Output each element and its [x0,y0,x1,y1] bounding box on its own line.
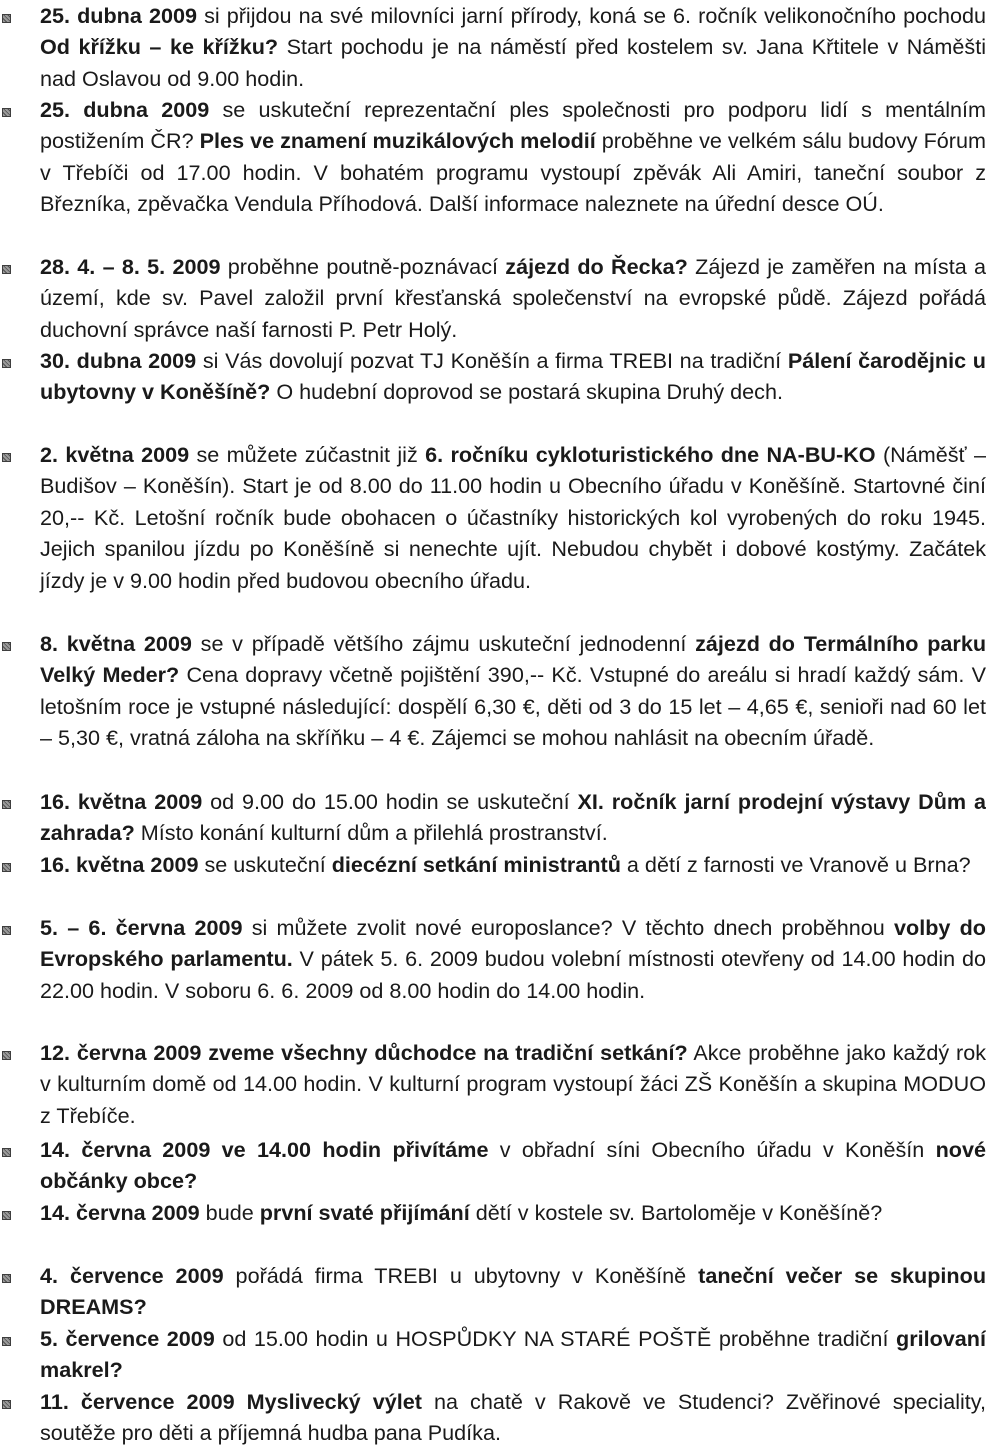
event-text-bold: Pálení čarodějnic u ubytovny v Koněšíně? [40,348,986,405]
event-item [0,345,986,408]
event-text-bold: 14. června 2009 ve 14.00 hodin přivítáme [40,1137,489,1162]
event-text-bold: 8. května 2009 [40,631,192,656]
event-text [40,94,986,220]
event-item [0,439,986,596]
square-bullet-icon [2,1211,11,1220]
event-text-bold: Ples ve znamení muzikálových melodií [199,128,596,154]
event-text-regular: V pátek 5. 6. 2009 budou volební místnosti otevřeny od 14.00 hodin do 22.00 hodin. V soboru 6. 6. 2009 od 8.00 hodin do 14.00 hodin. [40,946,986,1003]
square-bullet-icon [2,863,11,872]
square-bullet-icon [2,1274,11,1283]
event-text [40,1197,986,1228]
event-text-bold: 5. července 2009 [40,1326,215,1351]
square-bullet-icon [2,1337,11,1346]
square-bullet-icon [2,1148,11,1157]
event-text-regular: si přijdou na své milovníci jarní přírody, koná se 6. ročník velikonočního pochodu [196,3,986,28]
event-text [40,345,986,408]
event-text-regular: se v případě většího zájmu uskuteční jednodenní [191,631,696,656]
event-text [40,628,986,754]
event-text-bold: zájezd do Termálního parku Velký Meder? [40,631,986,688]
square-bullet-icon [2,453,11,462]
event-text [40,1386,986,1449]
event-text-regular: Akce proběhne jako každý rok v kulturním domě od 14.00 hodin. V kulturní program vystoupí žáci ZŠ Koněšín a skupina MODUO z Třebíče. [40,1040,986,1128]
event-text-bold: 5. – 6. června 2009 [40,915,243,940]
event-text-bold: zájezd do Řecka? [505,254,688,279]
event-text-regular: v obřadní síni Obecního úřadu v Koněšín [488,1137,936,1162]
event-text-bold: grilovaní makrel? [40,1326,986,1383]
event-text-bold: nové občánky obce? [40,1137,986,1194]
event-item [0,849,986,880]
event-text-regular: si Vás dovolují pozvat TJ Koněšín a firma TREBI na tradiční [196,348,788,373]
event-text [40,251,986,345]
event-text-bold: volby do Evropského parlamentu. [40,915,986,972]
event-text [40,1037,986,1131]
event-text-regular: od 9.00 do 15.00 hodin se uskuteční [202,789,578,814]
square-bullet-icon [2,642,11,651]
event-text [40,912,986,1006]
event-text-bold: 16. května 2009 [40,789,203,814]
square-bullet-icon [2,926,11,935]
event-item [0,1323,986,1386]
event-text-regular: Start pochodu je na náměstí před kostelem sv. Jana Křtitele v Náměšti nad Oslavou od 9.00 hodin. [40,34,986,91]
event-text [40,849,986,880]
square-bullet-icon [2,359,11,368]
event-text [40,786,986,849]
event-text-regular: si můžete zvolit nové europoslance? V těchto dnech proběhnou [242,915,895,940]
event-text-bold: 16. května 2009 [40,852,199,877]
event-item [0,1037,986,1131]
event-text-regular: Zájezd je zaměřen na místa a území, kde sv. Pavel založil první křesťanská společenství na evropské půdě. Zájezd pořádá duchovní správce naší farnosti P. Petr Holý. [40,254,986,342]
event-text-regular: (Náměšť – Budišov – Koněšín). Start je od 8.00 do 11.00 hodin u Obecního úřadu v Koněšíně. Startovné činí 20,-- Kč. Letošní ročník bude obohacen o účastníky historických kol vyrobených do roku 1945. Jejich spanilou jízdu po Koněšíně si nenechte ujít. Nebudou chybět i dobové kostýmy. Začátek jízdy je v 9.00 hodin před budovou obecního úřadu. [40,442,986,593]
square-bullet-icon [2,14,11,23]
event-text [40,1260,986,1323]
event-item [0,1260,986,1323]
event-text-regular: se uskuteční [198,852,332,877]
event-text-regular: dětí v kostele sv. Bartoloměje v Koněšíně? [469,1200,883,1225]
event-text-regular: Cena dopravy včetně pojištění 390,-- Kč. Vstupné do areálu si hradí každý sám. V letošním roce je vstupné následující: dospělí 6,30 €, děti od 3 do 15 let – 4,65 €, senioři nad 60 let – 5,30 €, vratná záloha na skříňku – 4 €. Zájemci se mohou nahlásit na obecním úřadě. [40,662,986,751]
event-text-bold: první svaté přijímání [259,1200,470,1225]
event-text-regular: se uskuteční reprezentační ples společnosti pro podporu lidí s mentálním postižením ČR? [40,97,986,154]
event-text-bold: 4. července 2009 [40,1263,224,1288]
event-text [40,1134,986,1197]
event-item [0,1134,986,1197]
event-text-bold: diecézní setkání ministrantů [331,852,621,877]
event-text-bold: 2. května 2009 [40,442,190,467]
event-text-regular: Místo konání kulturní dům a přilehlá prostranství. [134,820,608,846]
event-text-regular: pořádá firma TREBI u ubytovny v Koněšíně [223,1263,699,1288]
event-text-bold: Od křížku – ke křížku? [40,34,279,60]
event-text-bold: 11. července 2009 Myslivecký výlet [40,1389,422,1414]
square-bullet-icon [2,1051,11,1060]
event-text-bold: taneční večer se skupinou DREAMS? [40,1263,986,1320]
event-item [0,628,986,754]
event-item [0,251,986,345]
event-text-regular: O hudební doprovod se postará skupina Druhý dech. [270,379,783,405]
event-text [40,1323,986,1386]
event-text-bold: XI. ročník jarní prodejní výstavy Dům a zahrada? [40,789,986,846]
square-bullet-icon [2,1400,11,1409]
event-item [0,1197,986,1228]
event-item [0,786,986,849]
event-item [0,0,986,94]
event-text-regular: a dětí z farnosti ve Vranově u Brna? [620,852,971,877]
event-text-regular: bude [199,1200,260,1225]
event-item [0,912,986,1006]
event-text-bold: 12. června 2009 zveme všechny důchodce na tradiční setkání? [40,1040,688,1065]
event-text-regular: od 15.00 hodin u HOSPŮDKY NA STARÉ POŠTĚ proběhne tradiční [214,1326,896,1351]
event-text-regular: proběhne poutně-poznávací [220,254,506,279]
square-bullet-icon [2,265,11,274]
event-text-bold: 25. dubna 2009 [40,97,210,122]
event-text-regular: na chatě v Rakově ve Studenci? Zvěřinové speciality, soutěže pro děti a příjemná hudba pana Pudíka. [40,1389,986,1446]
square-bullet-icon [2,108,11,117]
event-text [40,439,986,596]
event-text-bold: 6. ročníku cykloturistického dne NA-BU-KO [425,442,876,467]
event-text [40,0,986,94]
event-item [0,1386,986,1449]
event-text-bold: 25. dubna 2009 [40,3,197,28]
event-text-bold: 14. června 2009 [40,1200,200,1225]
event-text-bold: 28. 4. – 8. 5. 2009 [40,254,221,279]
event-text-bold: 30. dubna 2009 [40,348,197,373]
event-item [0,94,986,220]
square-bullet-icon [2,800,11,809]
event-text-regular: se můžete zúčastnit již [189,442,426,467]
event-text-regular: proběhne ve velkém sálu budovy Fórum v Třebíči od 17.00 hodin. V bohatém programu vystoupí zpěvák Ali Amiri, taneční soubor z Březníka, zpěvačka Vendula Příhodová. Další informace naleznete na úřední desce OÚ. [40,128,986,217]
